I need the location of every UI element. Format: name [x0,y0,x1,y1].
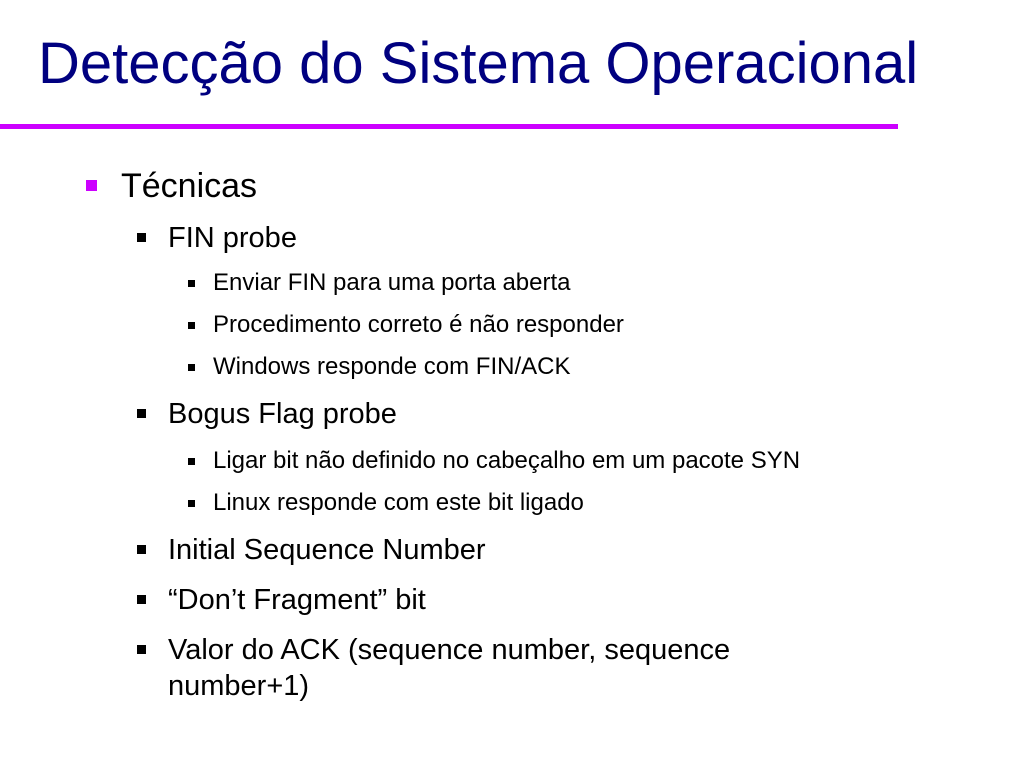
square-bullet-icon [188,364,195,371]
list-item-text: Bogus Flag probe [168,398,397,430]
list-item-text-continuation: number+1) [168,670,310,702]
square-bullet-icon [188,280,195,287]
square-bullet-icon [188,500,195,507]
square-bullet-icon [188,322,195,329]
square-bullet-icon [137,545,146,554]
square-bullet-icon [137,409,146,418]
list-item-text: “Don’t Fragment” bit [168,584,426,616]
slide-title: Detecção do Sistema Operacional [38,31,919,96]
list-item-text: Ligar bit não definido no cabeçalho em um pacote SYN [213,447,801,474]
square-bullet-icon [137,233,146,242]
list-item-text: Linux responde com este bit ligado [213,489,584,516]
list-item-text: Valor do ACK (sequence number, sequence [168,634,731,666]
square-bullet-icon [137,595,146,604]
square-bullet-icon [137,645,146,654]
square-bullet-icon [188,458,195,465]
list-item-text: Procedimento correto é não responder [213,311,624,338]
list-item-text: Enviar FIN para uma porta aberta [213,269,571,296]
list-item-text: FIN probe [168,222,297,254]
list-item-text: Initial Sequence Number [168,534,486,566]
list-item-text: Técnicas [121,167,258,205]
square-bullet-icon [86,180,97,191]
list-item-text: Windows responde com FIN/ACK [213,353,571,380]
